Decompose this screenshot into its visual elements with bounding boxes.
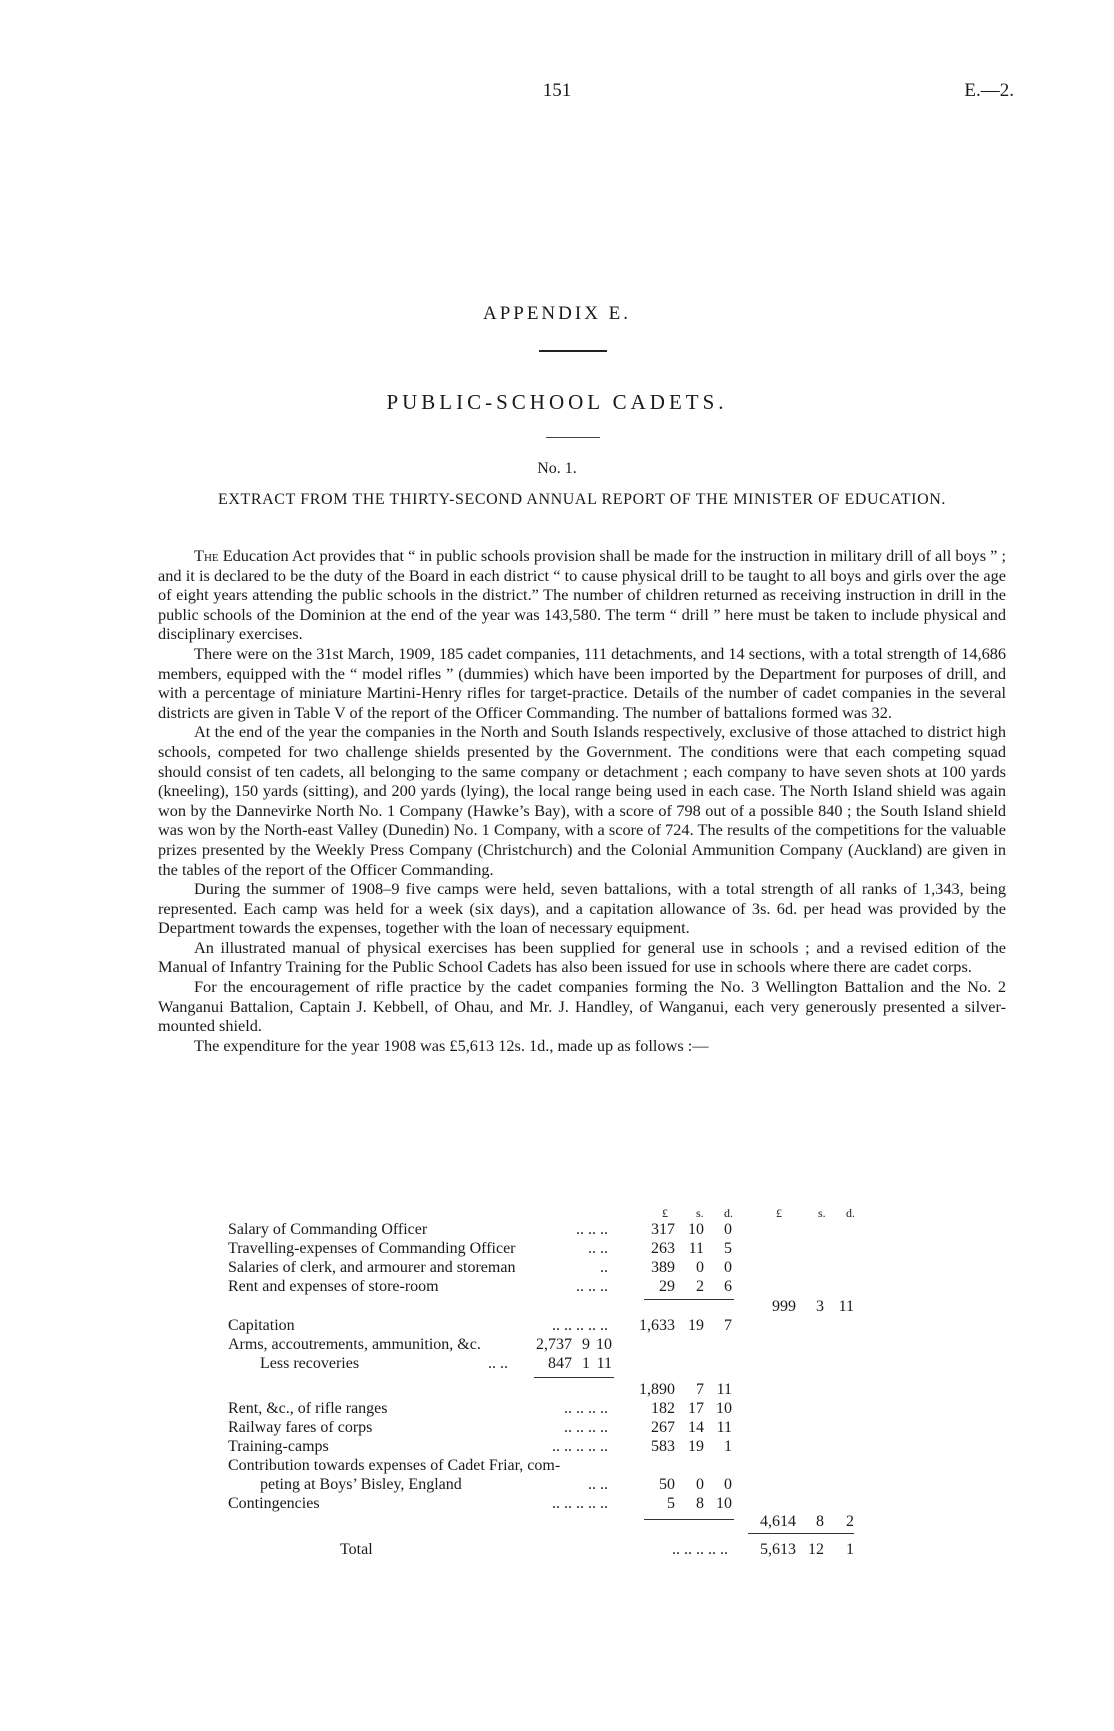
paragraph: The expenditure for the year 1908 was £5,613 12s. 1d., made up as follows :—: [194, 1035, 709, 1055]
amount-shillings: 19: [688, 1317, 704, 1334]
total-rule: [748, 1533, 854, 1534]
row-dots: .. .. .. ..: [564, 1419, 608, 1436]
row-label: Rent and expenses of store-room: [228, 1278, 439, 1295]
row-dots: ..: [600, 1259, 608, 1276]
total-label: Total: [340, 1541, 373, 1558]
amount-shillings: 9: [582, 1336, 590, 1353]
amount-pence: 10: [716, 1400, 732, 1417]
row-dots: .. .. .. .. ..: [552, 1495, 608, 1512]
amount-shillings: 8: [696, 1495, 704, 1512]
report-body: [158, 546, 1006, 1055]
amount-pounds: 1,633: [639, 1317, 675, 1334]
amount-shillings: 0: [696, 1259, 704, 1276]
amount-pounds: 1,890: [639, 1381, 675, 1398]
row-dots: .. .. ..: [576, 1278, 608, 1295]
col-header-shillings: s.: [696, 1206, 704, 1220]
row-label: Capitation: [228, 1317, 295, 1334]
amount-pence: 10: [596, 1336, 612, 1353]
subtotal-rule: [644, 1519, 734, 1520]
row-dots: .. ..: [588, 1476, 608, 1493]
amount-pence: 0: [724, 1221, 732, 1238]
subtotal-pence: 2: [846, 1513, 854, 1530]
amount-shillings: 0: [696, 1476, 704, 1493]
heading-rule: [539, 350, 607, 352]
amount-shillings: 2: [696, 1278, 704, 1295]
col-header-pence: d.: [724, 1206, 733, 1220]
amount-shillings: 10: [688, 1221, 704, 1238]
amount-pounds: 29: [659, 1278, 675, 1295]
amount-pounds: 583: [651, 1438, 675, 1455]
amount-pounds: 5: [667, 1495, 675, 1512]
amount-pence: 11: [716, 1419, 732, 1436]
row-label: Salary of Commanding Officer: [228, 1221, 428, 1238]
amount-pounds: 389: [651, 1259, 675, 1276]
row-label: Travelling-expenses of Commanding Officer: [228, 1240, 516, 1257]
amount-pence: 0: [724, 1476, 732, 1493]
row-dots: .. ..: [588, 1240, 608, 1257]
amount-pence: 0: [724, 1259, 732, 1276]
col-header-pounds-2: £: [776, 1206, 782, 1220]
col-header-pence-2: d.: [846, 1206, 855, 1220]
subtotal-shillings: 3: [816, 1298, 824, 1315]
amount-pounds: 847: [548, 1355, 572, 1372]
paragraph: For the encouragement of rifle practice by the cadet companies forming the No. 3 Wellington Battalion and the No. 2 Wanganui Battalion, Captain J. Kebbell, of Ohau, and Mr. J. Handley, of Wanganui, each very generously presented a silver-mounted shield.: [158, 977, 1006, 1036]
row-dots: .. ..: [488, 1355, 508, 1372]
col-header-shillings-2: s.: [818, 1206, 826, 1220]
amount-pence: 11: [596, 1355, 612, 1372]
amount-shillings: 14: [688, 1419, 704, 1436]
subtotal-rule: [644, 1299, 734, 1300]
row-label: Contingencies: [228, 1495, 320, 1512]
amount-pence: 5: [724, 1240, 732, 1257]
col-header-pounds: £: [662, 1206, 668, 1220]
amount-shillings: 19: [688, 1438, 704, 1455]
row-label: Railway fares of corps: [228, 1419, 373, 1436]
amount-pounds: 317: [651, 1221, 675, 1238]
appendix-heading: APPENDIX E.: [482, 303, 632, 324]
row-dots: .. .. .. ..: [564, 1400, 608, 1417]
row-label: Rent, &c., of rifle ranges: [228, 1400, 388, 1417]
subtotal-pounds: 999: [772, 1298, 796, 1315]
row-label: Less recoveries: [260, 1355, 360, 1372]
net-rule: [534, 1377, 614, 1378]
paragraph: At the end of the year the companies in the North and South Islands respectively, exclusive of those attached to district high schools, competed for two challenge shields presented by the Government. The conditions were that each competing squad should consist of ten cadets, all belonging to the same company or detachment ; each company to have seven shots at 100 yards (kneeling), 150 yards (sitting), and 200 yards (lying), the local range being used in each case. The North Island shield was again won by the Dannevirke North No. 1 Company (Hawke’s Bay), with a score of 798 out of a possible 840 ; the South Island shield was won by the North-east Valley (Dunedin) No. 1 Company, with a score of 724. The results of the competitions for the valuable prizes presented by the Weekly Press Company (Christchurch) and the Colonial Ammunition Company (Auckland) are given in the tables of the report of the Officer Commanding.: [158, 722, 1006, 879]
row-dots: .. .. .. .. ..: [672, 1541, 728, 1558]
amount-pence: 6: [724, 1278, 732, 1295]
row-dots: .. .. .. .. ..: [552, 1438, 608, 1455]
row-label: peting at Boys’ Bisley, England: [260, 1476, 462, 1493]
amount-pounds: 267: [651, 1419, 675, 1436]
paragraph-lead: The: [194, 546, 219, 565]
amount-pounds: 2,737: [536, 1336, 572, 1353]
page-title: PUBLIC-SCHOOL CADETS.: [386, 390, 728, 414]
paragraph: An illustrated manual of physical exercises has been supplied for general use in schools ; and a revised edition of the Manual of Infantry Training for the Public School Cadets has also been issued for use in schools where there are cadet corps.: [158, 937, 1006, 977]
series-code: E.—2.: [964, 80, 1014, 101]
page-number: 151: [542, 80, 572, 101]
row-dots: .. .. .. .. ..: [552, 1317, 608, 1334]
amount-shillings: 7: [696, 1381, 704, 1398]
amount-pence: 7: [724, 1317, 732, 1334]
amount-pounds: 182: [651, 1400, 675, 1417]
paragraph: [158, 546, 1006, 644]
row-label: Arms, accoutrements, ammunition, &c.: [228, 1336, 481, 1353]
row-label: Training-camps: [228, 1438, 329, 1455]
amount-pounds: 50: [659, 1476, 675, 1493]
subtotal-shillings: 8: [816, 1513, 824, 1530]
amount-shillings: 17: [688, 1400, 704, 1417]
total-pounds: 5,613: [760, 1541, 796, 1558]
row-label: Contribution towards expenses of Cadet Friar, com-: [228, 1457, 561, 1474]
title-rule: [546, 437, 600, 438]
amount-shillings: 11: [688, 1240, 704, 1257]
section-number: No. 1.: [537, 460, 577, 477]
amount-pence: 11: [716, 1381, 732, 1398]
amount-pounds: 263: [651, 1240, 675, 1257]
paragraph-text: Education Act provides that “ in public schools provision shall be made for the instruction in military drill of all boys ” ; and it is declared to be the duty of the Board in each district “ to cause physical drill to be taught to all boys and girls over the age of eight years attending the public schools in the district.” The number of children returned as receiving instruction in drill in the public schools of the Dominion at the end of the year was 143,580. The term “ drill ” here must be taken to include physical and disciplinary exercises.: [158, 546, 1006, 644]
total-shillings: 12: [808, 1541, 824, 1558]
extract-heading: EXTRACT FROM THE THIRTY-SECOND ANNUAL REPORT OF THE MINISTER OF EDUCATION.: [217, 491, 946, 508]
amount-pence: 10: [716, 1495, 732, 1512]
subtotal-pounds: 4,614: [760, 1513, 796, 1530]
total-pence: 1: [846, 1541, 854, 1558]
row-dots: .. .. ..: [576, 1221, 608, 1238]
row-label: Salaries of clerk, and armourer and storeman: [228, 1259, 516, 1276]
paragraph: There were on the 31st March, 1909, 185 cadet companies, 111 detachments, and 14 sections, with a total strength of 14,686 members, equipped with the “ model rifles ” (dummies) which have been imported by the Department for purposes of drill, and with a percentage of miniature Martini-Henry rifles for target-practice. Details of the number of cadet companies in the several districts are given in Table V of the report of the Officer Commanding. The number of battalions formed was 32.: [158, 643, 1006, 722]
amount-pence: 1: [724, 1438, 732, 1455]
amount-shillings: 1: [582, 1355, 590, 1372]
subtotal-pence: 11: [838, 1298, 854, 1315]
paragraph: During the summer of 1908–9 five camps were held, seven battalions, with a total strength of all ranks of 1,343, being represented. Each camp was held for a week (six days), and a capitation allowance of 3s. 6d. per head was provided by the Department towards the expenses, together with the loan of necessary equipment.: [158, 879, 1006, 938]
